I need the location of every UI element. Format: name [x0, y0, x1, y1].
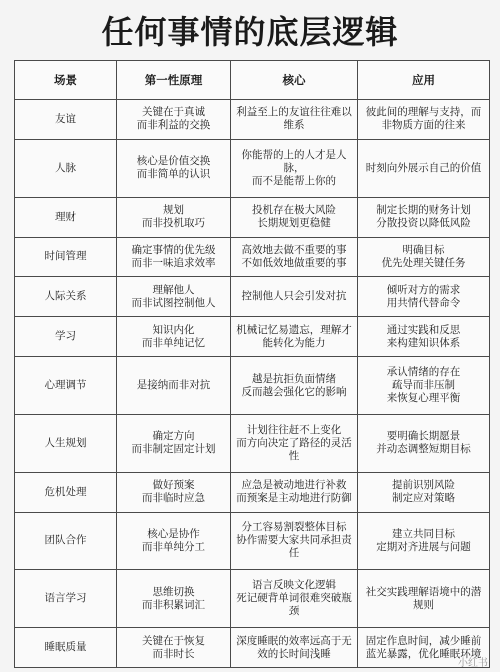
cell-line: 任 [288, 547, 300, 560]
table-row [15, 512, 490, 570]
cell-line: 来恢复心理平衡 [386, 392, 461, 404]
cell-line: 而非简单的认识 [136, 168, 211, 181]
cell-scene: 语言学习 [15, 570, 117, 628]
cell-line: 而预案是主动地进行防御 [236, 492, 352, 505]
cell-line: 提前识别风险 [392, 479, 455, 492]
cell-application [358, 357, 490, 415]
cell-line: 而非试图控制他人 [131, 296, 216, 309]
cell-line: 非物质方面的往来 [381, 119, 466, 132]
table-row [15, 277, 490, 317]
cell-line: 是接纳而非对抗 [136, 379, 211, 391]
cell-line: 制定长期的财务计划 [376, 204, 471, 217]
cell-principle [117, 472, 231, 512]
cell-line: 核心是协作 [147, 527, 200, 540]
cell-line: 关键在于真诚 [142, 106, 205, 119]
table-row [15, 237, 490, 277]
cell-line: 确定方向 [152, 430, 195, 443]
cell-application [358, 100, 490, 140]
cell-scene: 学习 [15, 317, 117, 357]
cell-core [231, 472, 358, 512]
cell-line: 利益至上的友谊往往难以 [236, 106, 352, 119]
cell-line: 明确目标 [402, 243, 445, 256]
cell-line: 维系 [283, 119, 305, 132]
cell-line: 而非时长 [152, 647, 195, 660]
cell-line: 而非一味追求效率 [131, 256, 216, 269]
table-row [15, 472, 490, 512]
cell-line: 协作需要大家共同承担责 [236, 534, 352, 547]
logic-table [14, 60, 490, 668]
cell-scene: 人脉 [15, 139, 117, 197]
header-scene: 场景 [15, 61, 117, 100]
cell-line: 机械记忆易遗忘，理解才 [236, 323, 352, 336]
cell-principle [117, 317, 231, 357]
cell-line: 反而越会强化它的影响 [241, 385, 347, 398]
cell-line: 效的长时间浅睡 [257, 647, 331, 660]
cell-core [231, 237, 358, 277]
cell-scene: 危机处理 [15, 472, 117, 512]
cell-core [231, 628, 358, 668]
table-row [15, 357, 490, 415]
cell-application [358, 570, 490, 628]
cell-line: 而非临时应急 [142, 492, 205, 505]
cell-line: 颈 [288, 605, 300, 618]
cell-line: 知识内化 [152, 323, 195, 336]
cell-line: 定期对齐进展与问题 [376, 540, 471, 553]
cell-core [231, 414, 358, 472]
cell-application [358, 197, 490, 237]
cell-core [231, 139, 358, 197]
cell-line: 投机存在极大风险 [252, 204, 336, 217]
cell-principle [117, 414, 231, 472]
cell-core [231, 570, 358, 628]
cell-line: 你能帮的上的人才是人脉， [241, 148, 347, 174]
table-row [15, 317, 490, 357]
cell-line: 控制他人只会引发对抗 [241, 290, 347, 303]
cell-principle [117, 277, 231, 317]
cell-line: 固定作息时间，减少睡前 [365, 634, 482, 647]
cell-line: 死记硬背单词很难突破瓶 [236, 592, 352, 605]
cell-scene: 友谊 [15, 100, 117, 140]
cell-line: 优先处理关键任务 [381, 256, 466, 269]
cell-line: 应急是被动地进行补救 [241, 479, 347, 492]
table-row [15, 100, 490, 140]
cell-line: 关键在于恢复 [142, 634, 205, 647]
cell-line: 规则 [413, 598, 434, 611]
cell-line: 用共情代替命令 [386, 296, 461, 309]
cell-core [231, 357, 358, 415]
cell-line: 而方向决定了路径的灵活 [236, 436, 352, 449]
cell-scene: 理财 [15, 197, 117, 237]
table-row [15, 139, 490, 197]
cell-line: 长期规划更稳健 [257, 217, 331, 230]
cell-principle [117, 139, 231, 197]
cell-line: 性 [288, 449, 300, 462]
cell-scene: 人际关系 [15, 277, 117, 317]
cell-line: 不如低效地做重要的事 [241, 256, 347, 269]
cell-line: 倾听对方的需求 [386, 283, 461, 296]
cell-line: 规划 [163, 204, 184, 217]
cell-line: 而非单纯记忆 [142, 336, 205, 349]
cell-application [358, 472, 490, 512]
cell-line: 能转化为能力 [262, 336, 326, 349]
cell-core [231, 277, 358, 317]
cell-line: 计划往往赶不上变化 [246, 423, 342, 436]
table-row [15, 570, 490, 628]
cell-principle [117, 237, 231, 277]
cell-line: 并动态调整短期目标 [376, 443, 471, 456]
cell-principle [117, 357, 231, 415]
cell-application [358, 317, 490, 357]
cell-principle [117, 628, 231, 668]
cell-line: 分工容易割裂整体目标 [241, 521, 347, 534]
cell-line: 而非制定固定计划 [131, 443, 216, 456]
cell-principle [117, 100, 231, 140]
cell-scene: 心理调节 [15, 357, 117, 415]
header-application: 应用 [358, 61, 490, 100]
header-core: 核心 [231, 61, 358, 100]
cell-application [358, 414, 490, 472]
cell-line: 而不是能帮上你的 [252, 174, 336, 187]
cell-line: 建立共同目标 [392, 527, 455, 540]
cell-line: 社交实践理解语境中的潜 [365, 585, 482, 598]
cell-core [231, 100, 358, 140]
cell-line: 而非利益的交换 [136, 119, 211, 132]
cell-line: 语言反映文化逻辑 [252, 579, 336, 592]
table-row [15, 197, 490, 237]
cell-line: 疏导而非压制 [392, 379, 455, 391]
cell-scene: 时间管理 [15, 237, 117, 277]
cell-application [358, 277, 490, 317]
cell-line: 要明确长期愿景 [386, 430, 461, 443]
cell-line: 做好预案 [152, 479, 195, 492]
cell-line: 彼此间的理解与支持，而 [365, 106, 482, 119]
cell-scene: 人生规划 [15, 414, 117, 472]
watermark: 小红书 [458, 658, 488, 669]
cell-line: 思维切换 [152, 585, 195, 598]
cell-line: 分散投资以降低风险 [376, 217, 471, 230]
cell-core [231, 197, 358, 237]
cell-line: 而非单纯分工 [142, 540, 205, 553]
cell-scene: 睡眠质量 [15, 628, 117, 668]
cell-line: 时刻向外展示自己的价值 [365, 161, 482, 174]
cell-line: 确定事情的优先级 [131, 243, 216, 256]
cell-scene: 团队合作 [15, 512, 117, 570]
cell-principle [117, 512, 231, 570]
cell-application [358, 512, 490, 570]
cell-line: 来构建知识体系 [386, 336, 461, 349]
header-principle: 第一性原理 [117, 61, 231, 100]
table-body [15, 100, 490, 668]
cell-line: 承认情绪的存在 [386, 366, 461, 378]
page-title: 任何事情的底层逻辑 [101, 13, 399, 51]
cell-line: 通过实践和反思 [386, 323, 461, 336]
cell-line: 越是抗拒负面情绪 [252, 372, 336, 385]
cell-core [231, 512, 358, 570]
cell-principle [117, 570, 231, 628]
cell-line: 而非投机取巧 [142, 217, 205, 230]
cell-line: 高效地去做不重要的事 [241, 243, 347, 256]
cell-line: 理解他人 [152, 283, 195, 296]
table-row [15, 628, 490, 668]
cell-application [358, 237, 490, 277]
cell-line: 蓝光暴露，优化睡眠环境 [365, 647, 482, 660]
cell-line: 核心是价值交换 [136, 155, 211, 168]
cell-core [231, 317, 358, 357]
cell-principle [117, 197, 231, 237]
cell-line: 制定应对策略 [392, 492, 455, 505]
table-header-row [15, 61, 490, 100]
cell-line: 深度睡眠的效率远高于无 [236, 634, 352, 647]
cell-application [358, 139, 490, 197]
cell-line: 而非积累词汇 [142, 598, 205, 611]
table-row [15, 414, 490, 472]
